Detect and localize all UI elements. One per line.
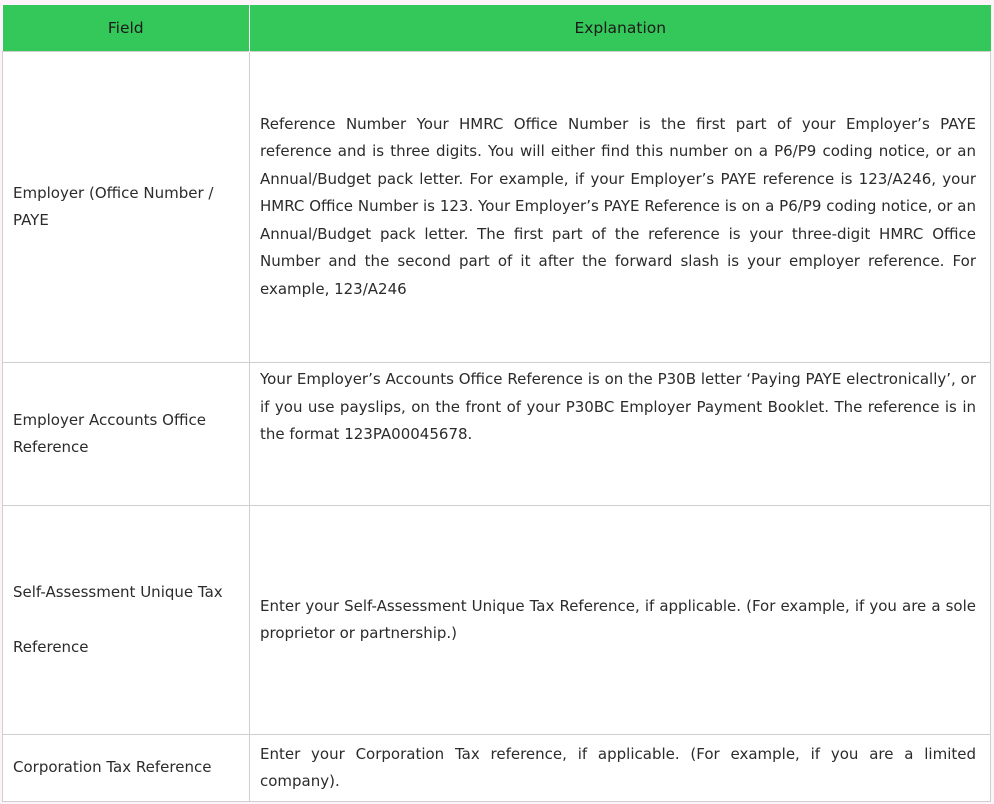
field-cell: Employer (Office Number / PAYE <box>3 52 250 363</box>
field-text-line: Self-Assessment Unique Tax <box>13 583 223 601</box>
table-row <box>3 735 991 802</box>
paragraph-gap <box>13 607 241 634</box>
field-cell: Employer Accounts Office Reference <box>3 363 250 506</box>
table-row <box>3 506 991 735</box>
table-row <box>3 363 991 506</box>
explanation-cell: Your Employer’s Accounts Office Reference is on the P30B letter ‘Paying PAYE electronically’, or if you use payslips, on the front of your P30BC Employer Payment Booklet. The reference is in the format 123PA00045678. <box>250 363 991 506</box>
field-cell <box>3 506 250 735</box>
column-header-field: Field <box>3 5 250 52</box>
field-cell: Corporation Tax Reference <box>3 735 250 802</box>
table-header-row <box>3 5 991 52</box>
explanation-cell: Reference Number Your HMRC Office Number is the first part of your Employer’s PAYE reference and is three digits. You will either find this number on a P6/P9 coding notice, or an Annual/Budget pack letter. For example, if your Employer’s PAYE reference is 123/A246, your HMRC Office Number is 123. Your Employer’s PAYE Reference is on a P6/P9 coding notice, or an Annual/Budget pack letter. The first part of the reference is your three-digit HMRC Office Number and the second part of it after the forward slash is your employer reference. For example, 123/A246 <box>250 52 991 363</box>
reference-fields-table <box>2 5 991 802</box>
table-row <box>3 52 991 363</box>
field-text-line: Reference <box>13 637 89 656</box>
explanation-cell: Enter your Corporation Tax reference, if applicable. (For example, if you are a limited company). <box>250 735 991 802</box>
explanation-cell: Enter your Self-Assessment Unique Tax Reference, if applicable. (For example, if you are a sole proprietor or partnership.) <box>250 506 991 735</box>
column-header-explanation: Explanation <box>250 5 991 52</box>
